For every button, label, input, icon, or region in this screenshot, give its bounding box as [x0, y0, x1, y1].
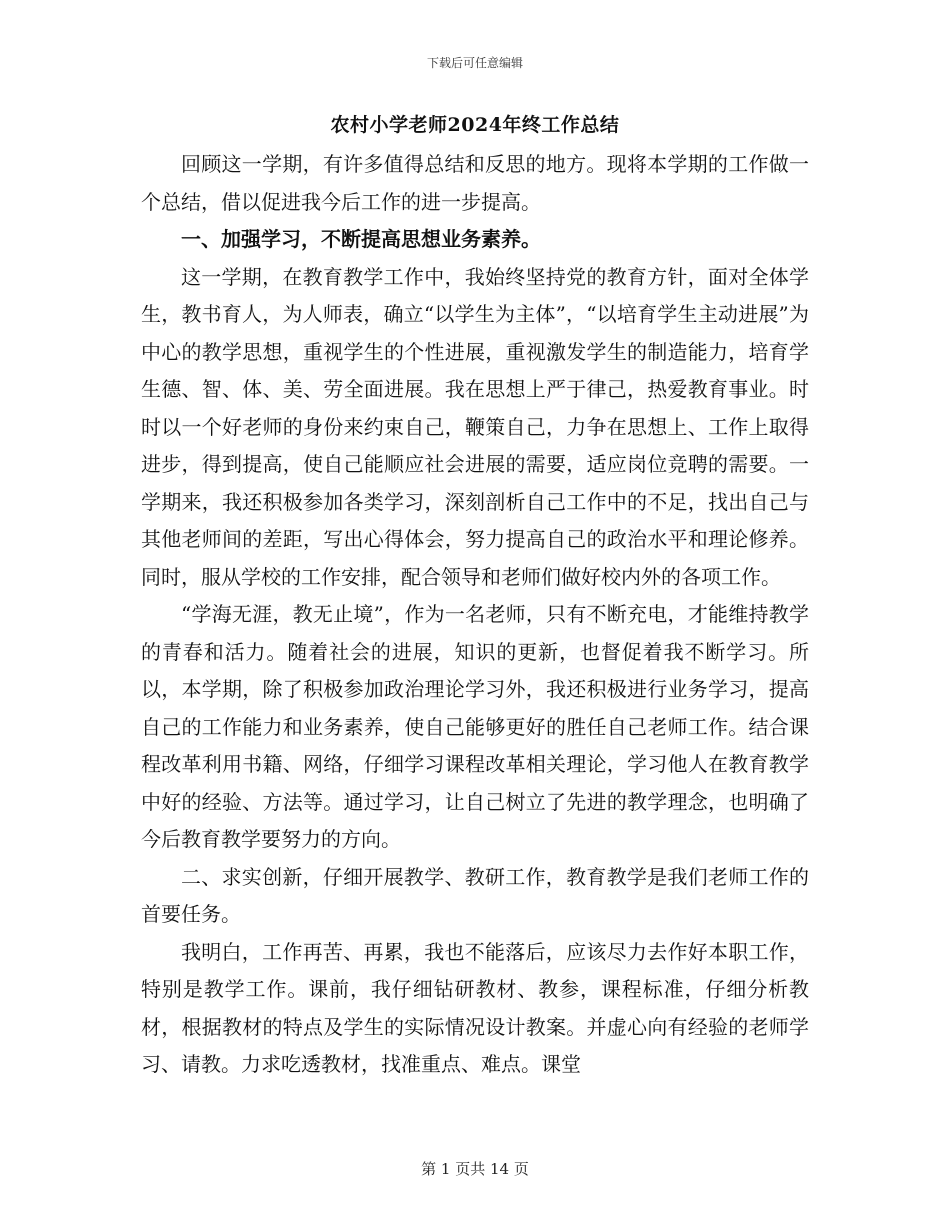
paragraph-intro: 回顾这一学期，有许多值得总结和反思的地方。现将本学期的工作做一个总结，借以促进我今后工作的进一步提高。	[141, 152, 809, 214]
paragraph-study: 这一学期，在教育教学工作中，我始终坚持党的教育方针，面对全体学生，教书育人，为人师表，确立“以学生为主体”，“以培育学生主动进展”为中心的教学思想，重视学生的个性进展，重视激发学生的制造能力，培育学生德、智、体、美、劳全面进展。我在思想上严于律己，热爱教育事业。时时以一个好老师的身份来约束自己，鞭策自己，力争在思想上、工作上取得进步，得到提高，使自己能顺应社会进展的需要，适应岗位竞聘的需要。一学期来，我还积极参加各类学习，深刻剖析自己工作中的不足，找出自己与其他老师间的差距，写出心得体会，努力提高自己的政治水平和理论修养。同时，服从学校的工作安排，配合领导和老师们做好校内外的各项工作。	[141, 264, 809, 589]
paragraph-learning: “学海无涯，教无止境”，作为一名老师，只有不断充电，才能维持教学的青春和活力。随着社会的进展，知识的更新，也督促着我不断学习。所以，本学期，除了积极参加政治理论学习外，我还积极进行业务学习，提高自己的工作能力和业务素养，使自己能够更好的胜任自己老师工作。结合课程改革利用书籍、网络，仔细学习课程改革相关理论，学习他人在教育教学中好的经验、方法等。通过学习，让自己树立了先进的教学理念，也明确了今后教育教学要努力的方向。	[141, 602, 809, 851]
paragraph-teaching: 我明白，工作再苦、再累，我也不能落后，应该尽力去作好本职工作，特别是教学工作。课前，我仔细钻研教材、教参，课程标准，仔细分析教材，根据教材的特点及学生的实际情况设计教案。并虚心向有经验的老师学习、请教。力求吃透教材，找准重点、难点。课堂	[141, 939, 809, 1076]
section-heading-2: 二、求实创新，仔细开展教学、教研工作，教育教学是我们老师工作的首要任务。	[141, 864, 809, 926]
header-note: 下载后可任意编辑	[426, 56, 523, 70]
document-title: 农村小学老师2024年终工作总结	[330, 114, 620, 136]
section-heading-1: 一、加强学习，不断提高思想业务素养。	[181, 227, 541, 251]
document-body	[141, 146, 809, 1084]
page-number-footer: 第 1 页共 14 页	[421, 1160, 529, 1178]
